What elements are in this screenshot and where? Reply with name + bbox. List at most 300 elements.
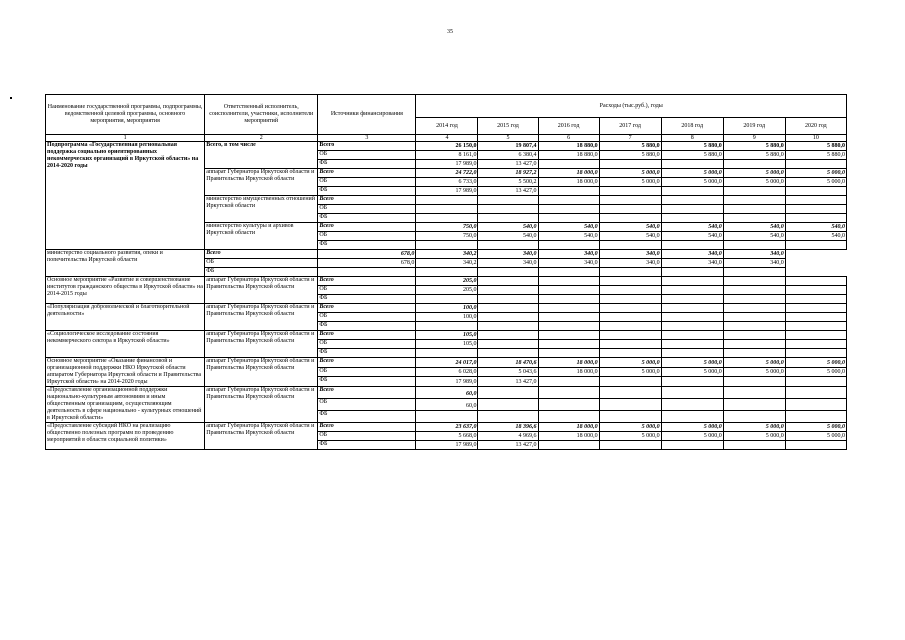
value-cell [416, 241, 478, 250]
value-cell [416, 268, 478, 277]
executor-cell: министерство имущественных отношений Иркутской области [205, 196, 318, 223]
value-cell: 5 000,0 [599, 178, 661, 187]
value-cell [661, 331, 723, 340]
value-cell: 340,0 [538, 259, 599, 268]
value-cell: 540,0 [661, 232, 723, 241]
value-cell [416, 295, 478, 304]
value-cell: 6 028,0 [416, 367, 478, 377]
value-cell [538, 377, 599, 387]
value-cell: 340,0 [723, 259, 785, 268]
value-cell [538, 322, 599, 331]
value-cell [478, 286, 538, 295]
value-cell [661, 399, 723, 411]
value-cell [538, 349, 599, 358]
header-col-number: 9 [723, 135, 785, 142]
value-cell [661, 304, 723, 313]
value-cell [661, 214, 723, 223]
value-cell [478, 349, 538, 358]
program-name-cell: «Предоставление организационной поддержки национально-культурным автономиям и иным общественным организациям, осуществляющим деятельность в сфере национально - культурных отношений в Иркутской области» [46, 387, 205, 423]
value-cell [478, 241, 538, 250]
program-name-cell: «Социологическое исследование состояния некоммерческого сектора в Иркутской области» [46, 331, 205, 358]
value-cell [723, 160, 785, 169]
value-cell [661, 322, 723, 331]
funding-source-cell: ОБ [318, 340, 416, 349]
value-cell [416, 322, 478, 331]
value-cell [318, 268, 416, 277]
value-cell: 5 668,0 [416, 432, 478, 441]
header-col-number: 4 [416, 135, 478, 142]
value-cell: 5 000,0 [661, 169, 723, 178]
table-row [46, 423, 847, 432]
value-cell: 340,0 [599, 250, 661, 259]
value-cell: 18 000,0 [538, 178, 599, 187]
header-col-number: 7 [599, 135, 661, 142]
value-cell [661, 160, 723, 169]
value-cell [599, 277, 661, 286]
value-cell [599, 377, 661, 387]
value-cell [599, 322, 661, 331]
value-cell: 540,0 [599, 232, 661, 241]
value-cell [478, 277, 538, 286]
value-cell [785, 295, 846, 304]
value-cell: 24 722,0 [416, 169, 478, 178]
value-cell [785, 331, 846, 340]
funding-source-cell: ФБ [318, 160, 416, 169]
value-cell [478, 411, 538, 423]
header-expenses: Расходы (тыс.руб.), годы [416, 95, 847, 118]
value-cell: 100,0 [416, 313, 478, 322]
value-cell: 5 000,0 [723, 423, 785, 432]
value-cell: 13 427,0 [478, 441, 538, 450]
value-cell: 5 000,0 [599, 423, 661, 432]
value-cell: 5 880,0 [723, 142, 785, 151]
funding-source-cell: ФБ [318, 187, 416, 196]
value-cell: 340,0 [661, 250, 723, 259]
value-cell: 5 500,2 [478, 178, 538, 187]
value-cell [723, 441, 785, 450]
header-col-number: 10 [785, 135, 846, 142]
value-cell: 6 733,0 [416, 178, 478, 187]
funding-source-cell: ФБ [318, 241, 416, 250]
value-cell [538, 214, 599, 223]
table-row [46, 358, 847, 368]
value-cell [785, 411, 846, 423]
value-cell [661, 387, 723, 399]
funding-source-cell: ФБ [205, 268, 318, 277]
value-cell [416, 349, 478, 358]
value-cell [478, 295, 538, 304]
value-cell: 24 017,0 [416, 358, 478, 368]
value-cell: 540,0 [785, 223, 846, 232]
value-cell [723, 322, 785, 331]
value-cell: 13 427,0 [478, 187, 538, 196]
value-cell: 750,0 [416, 232, 478, 241]
value-cell [723, 313, 785, 322]
program-name-cell: Основное мероприятие «Оказание финансовой и организационной поддержки НКО Иркутской области аппаратом Губернатора Иркутской области и Правительства Иркутской области» на 2014-2020 годы [46, 358, 205, 387]
value-cell: 18 880,0 [538, 151, 599, 160]
value-cell [538, 268, 599, 277]
value-cell [599, 387, 661, 399]
program-name-cell: Основное мероприятие «Развитие и совершенствование институтов гражданского общества в Иркутской области» на 2014-2015 годы [46, 277, 205, 304]
funding-source-cell: ОБ [318, 286, 416, 295]
header-program-name: Наименование государственной программы, подпрограммы, ведомственной целевой программы, основного мероприятия, мероприятия [46, 95, 205, 135]
funding-source-cell: Всего [205, 250, 318, 259]
value-cell [723, 286, 785, 295]
table-row [46, 304, 847, 313]
value-cell [416, 411, 478, 423]
value-cell [723, 340, 785, 349]
value-cell: 5 880,0 [661, 142, 723, 151]
value-cell [538, 295, 599, 304]
value-cell [661, 205, 723, 214]
value-cell: 678,0 [318, 250, 416, 259]
value-cell: 5 880,0 [599, 151, 661, 160]
value-cell: 540,0 [538, 223, 599, 232]
scan-speck [10, 97, 12, 99]
header-year: 2014 год [416, 118, 478, 135]
value-cell [661, 286, 723, 295]
executor-cell: аппарат Губернатора Иркутской области и Правительства Иркутской области [205, 169, 318, 196]
value-cell: 5 000,0 [785, 367, 846, 377]
value-cell [599, 399, 661, 411]
executor-cell: Всего, в том числе [205, 142, 318, 169]
value-cell: 6 380,4 [478, 151, 538, 160]
value-cell [661, 295, 723, 304]
value-cell: 340,0 [478, 259, 538, 268]
funding-source-cell: ОБ [318, 399, 416, 411]
value-cell [599, 214, 661, 223]
value-cell: 540,0 [538, 232, 599, 241]
value-cell: 5 043,6 [478, 367, 538, 377]
funding-source-cell: ФБ [318, 295, 416, 304]
executor-cell: министерство социального развития, опеки и попечительства Иркутской области [46, 250, 205, 277]
value-cell: 18 880,0 [538, 142, 599, 151]
value-cell [538, 196, 599, 205]
value-cell [538, 304, 599, 313]
value-cell: 18 000,0 [538, 358, 599, 368]
table-row [46, 142, 847, 151]
value-cell [416, 214, 478, 223]
value-cell [785, 205, 846, 214]
value-cell: 4 969,6 [478, 432, 538, 441]
funding-source-cell: Всего [318, 387, 416, 399]
value-cell [785, 187, 846, 196]
value-cell [785, 441, 846, 450]
value-cell [785, 214, 846, 223]
value-cell: 5 000,0 [661, 423, 723, 432]
value-cell: 540,0 [599, 223, 661, 232]
funding-source-cell: ФБ [318, 322, 416, 331]
value-cell: 540,0 [723, 223, 785, 232]
header-year: 2017 год [599, 118, 661, 135]
value-cell [661, 187, 723, 196]
table-row [46, 250, 847, 259]
value-cell: 5 000,0 [599, 169, 661, 178]
value-cell [599, 205, 661, 214]
value-cell [538, 205, 599, 214]
funding-source-cell: ФБ [318, 214, 416, 223]
value-cell: 5 000,0 [785, 169, 846, 178]
value-cell [661, 377, 723, 387]
value-cell: 100,0 [416, 304, 478, 313]
funding-source-cell: Всего [318, 277, 416, 286]
value-cell [538, 241, 599, 250]
funding-source-cell: ФБ [318, 349, 416, 358]
header-year: 2020 год [785, 118, 846, 135]
value-cell [538, 441, 599, 450]
value-cell: 5 000,0 [723, 367, 785, 377]
value-cell [538, 313, 599, 322]
program-name-cell: «Популяризация добровольческой и благотворительной деятельности» [46, 304, 205, 331]
value-cell: 340,0 [538, 250, 599, 259]
value-cell: 5 000,0 [785, 432, 846, 441]
value-cell [478, 313, 538, 322]
value-cell: 5 000,0 [723, 178, 785, 187]
funding-source-cell: ОБ [205, 259, 318, 268]
funding-source-cell: ОБ [318, 205, 416, 214]
value-cell [785, 313, 846, 322]
value-cell: 5 880,0 [723, 151, 785, 160]
value-cell: 540,0 [785, 232, 846, 241]
value-cell: 205,0 [416, 286, 478, 295]
value-cell [599, 160, 661, 169]
value-cell [599, 241, 661, 250]
value-cell: 5 000,0 [661, 367, 723, 377]
value-cell [785, 160, 846, 169]
value-cell [785, 349, 846, 358]
value-cell: 17 989,0 [416, 160, 478, 169]
header-col-number: 5 [478, 135, 538, 142]
value-cell [478, 340, 538, 349]
value-cell [723, 268, 785, 277]
header-year: 2016 год [538, 118, 599, 135]
header-executor: Ответственный исполнитель, соисполнители, участники, исполнители мероприятий [205, 95, 318, 135]
value-cell [661, 411, 723, 423]
value-cell [599, 331, 661, 340]
value-cell [661, 241, 723, 250]
value-cell: 17 989,0 [416, 377, 478, 387]
value-cell: 5 880,0 [661, 151, 723, 160]
value-cell [723, 377, 785, 387]
value-cell [478, 304, 538, 313]
value-cell: 340,0 [723, 250, 785, 259]
funding-source-cell: Всего [318, 142, 416, 151]
funding-source-cell: ОБ [318, 151, 416, 160]
value-cell: 205,0 [416, 277, 478, 286]
funding-source-cell: ФБ [318, 411, 416, 423]
funding-source-cell: Всего [318, 169, 416, 178]
value-cell [538, 187, 599, 196]
value-cell [599, 411, 661, 423]
value-cell: 18 000,0 [538, 169, 599, 178]
header-col-number: 3 [318, 135, 416, 142]
funding-source-cell: ОБ [318, 313, 416, 322]
value-cell: 340,0 [599, 259, 661, 268]
executor-cell: аппарат Губернатора Иркутской области и Правительства Иркутской области [205, 277, 318, 304]
value-cell [661, 441, 723, 450]
value-cell [661, 313, 723, 322]
value-cell [723, 187, 785, 196]
value-cell: 5 000,0 [661, 178, 723, 187]
value-cell [478, 196, 538, 205]
value-cell [599, 304, 661, 313]
value-cell: 26 150,0 [416, 142, 478, 151]
value-cell [723, 196, 785, 205]
table-row [46, 331, 847, 340]
value-cell [478, 387, 538, 399]
executor-cell: аппарат Губернатора Иркутской области и Правительства Иркутской области [205, 304, 318, 331]
value-cell [478, 214, 538, 223]
value-cell: 8 161,0 [416, 151, 478, 160]
funding-source-cell: ОБ [318, 367, 416, 377]
value-cell [723, 277, 785, 286]
value-cell: 678,0 [318, 259, 416, 268]
value-cell [723, 304, 785, 313]
value-cell: 5 000,0 [599, 432, 661, 441]
value-cell [538, 286, 599, 295]
value-cell [599, 187, 661, 196]
value-cell [723, 411, 785, 423]
value-cell: 540,0 [478, 223, 538, 232]
value-cell [416, 205, 478, 214]
executor-cell: министерство культуры и архивов Иркутской области [205, 223, 318, 250]
header-year: 2018 год [661, 118, 723, 135]
header-year: 2015 год [478, 118, 538, 135]
value-cell [478, 268, 538, 277]
value-cell [661, 340, 723, 349]
value-cell [661, 268, 723, 277]
funding-source-cell: Всего [318, 196, 416, 205]
header-col-number: 6 [538, 135, 599, 142]
value-cell: 18 396,6 [478, 423, 538, 432]
funding-source-cell: Всего [318, 304, 416, 313]
value-cell: 5 000,0 [785, 423, 846, 432]
funding-source-cell: Всего [318, 331, 416, 340]
value-cell: 5 000,0 [785, 358, 846, 368]
executor-cell: аппарат Губернатора Иркутской области и Правительства Иркутской области [205, 331, 318, 358]
value-cell: 340,0 [478, 250, 538, 259]
value-cell: 18 470,6 [478, 358, 538, 368]
value-cell [538, 340, 599, 349]
header-funding-source: Источники финансирования [318, 95, 416, 135]
header-year: 2019 год [723, 118, 785, 135]
value-cell [723, 387, 785, 399]
value-cell [785, 241, 846, 250]
value-cell: 5 000,0 [661, 358, 723, 368]
value-cell [478, 399, 538, 411]
header-col-number: 1 [46, 135, 205, 142]
value-cell [538, 277, 599, 286]
value-cell: 5 000,0 [723, 432, 785, 441]
value-cell [785, 304, 846, 313]
value-cell [478, 205, 538, 214]
value-cell: 5 000,0 [723, 358, 785, 368]
value-cell [599, 313, 661, 322]
program-name-cell: «Предоставление субсидий НКО на реализацию общественно полезных программ по проведению мероприятий в области социальной политики» [46, 423, 205, 450]
value-cell: 13 427,0 [478, 377, 538, 387]
value-cell [538, 399, 599, 411]
value-cell: 19 807,4 [478, 142, 538, 151]
value-cell: 5 000,0 [599, 367, 661, 377]
value-cell: 5 880,0 [785, 142, 846, 151]
value-cell [538, 331, 599, 340]
value-cell: 18 000,0 [538, 423, 599, 432]
funding-source-cell: ФБ [318, 377, 416, 387]
value-cell: 60,0 [416, 387, 478, 399]
value-cell [785, 399, 846, 411]
funding-source-cell: ОБ [318, 232, 416, 241]
value-cell [599, 340, 661, 349]
value-cell: 23 637,0 [416, 423, 478, 432]
value-cell [538, 160, 599, 169]
value-cell [599, 295, 661, 304]
value-cell [538, 387, 599, 399]
value-cell [785, 196, 846, 205]
value-cell [785, 387, 846, 399]
value-cell [661, 196, 723, 205]
value-cell [723, 399, 785, 411]
program-name-cell: Подпрограмма «Государственная региональная поддержка социально ориентированных некоммерческих организаций в Иркутской области» на 2014-2020 годы [46, 142, 205, 250]
funding-source-cell: ФБ [318, 441, 416, 450]
value-cell [785, 286, 846, 295]
value-cell: 750,0 [416, 223, 478, 232]
value-cell: 105,0 [416, 340, 478, 349]
executor-cell: аппарат Губернатора Иркутской области и Правительства Иркутской области [205, 423, 318, 450]
value-cell [785, 277, 846, 286]
value-cell [723, 205, 785, 214]
value-cell: 5 000,0 [785, 178, 846, 187]
funding-source-cell: Всего [318, 358, 416, 368]
value-cell: 18 000,0 [538, 367, 599, 377]
value-cell [599, 196, 661, 205]
value-cell: 5 880,0 [599, 142, 661, 151]
value-cell [599, 268, 661, 277]
value-cell: 17 989,0 [416, 441, 478, 450]
value-cell: 18 927,2 [478, 169, 538, 178]
page-number: 35 [447, 29, 453, 35]
value-cell: 5 000,0 [599, 358, 661, 368]
value-cell: 5 000,0 [723, 169, 785, 178]
value-cell: 5 880,0 [785, 151, 846, 160]
value-cell [599, 286, 661, 295]
value-cell: 540,0 [478, 232, 538, 241]
value-cell: 340,2 [416, 250, 478, 259]
value-cell [723, 241, 785, 250]
value-cell: 105,0 [416, 331, 478, 340]
value-cell [416, 196, 478, 205]
funding-source-cell: ОБ [318, 432, 416, 441]
value-cell [478, 331, 538, 340]
funding-source-cell: Всего [318, 223, 416, 232]
value-cell: 540,0 [661, 223, 723, 232]
funding-source-cell: Всего [318, 423, 416, 432]
value-cell: 540,0 [723, 232, 785, 241]
value-cell: 340,2 [416, 259, 478, 268]
header-col-number: 2 [205, 135, 318, 142]
value-cell [723, 295, 785, 304]
executor-cell: аппарат Губернатора Иркутской области и Правительства Иркутской области [205, 358, 318, 387]
value-cell: 13 427,0 [478, 160, 538, 169]
table-row [46, 387, 847, 399]
value-cell [478, 322, 538, 331]
value-cell: 18 000,0 [538, 432, 599, 441]
table-row [46, 277, 847, 286]
value-cell [723, 349, 785, 358]
budget-table [45, 94, 847, 450]
value-cell [785, 340, 846, 349]
value-cell [661, 277, 723, 286]
value-cell: 340,0 [661, 259, 723, 268]
